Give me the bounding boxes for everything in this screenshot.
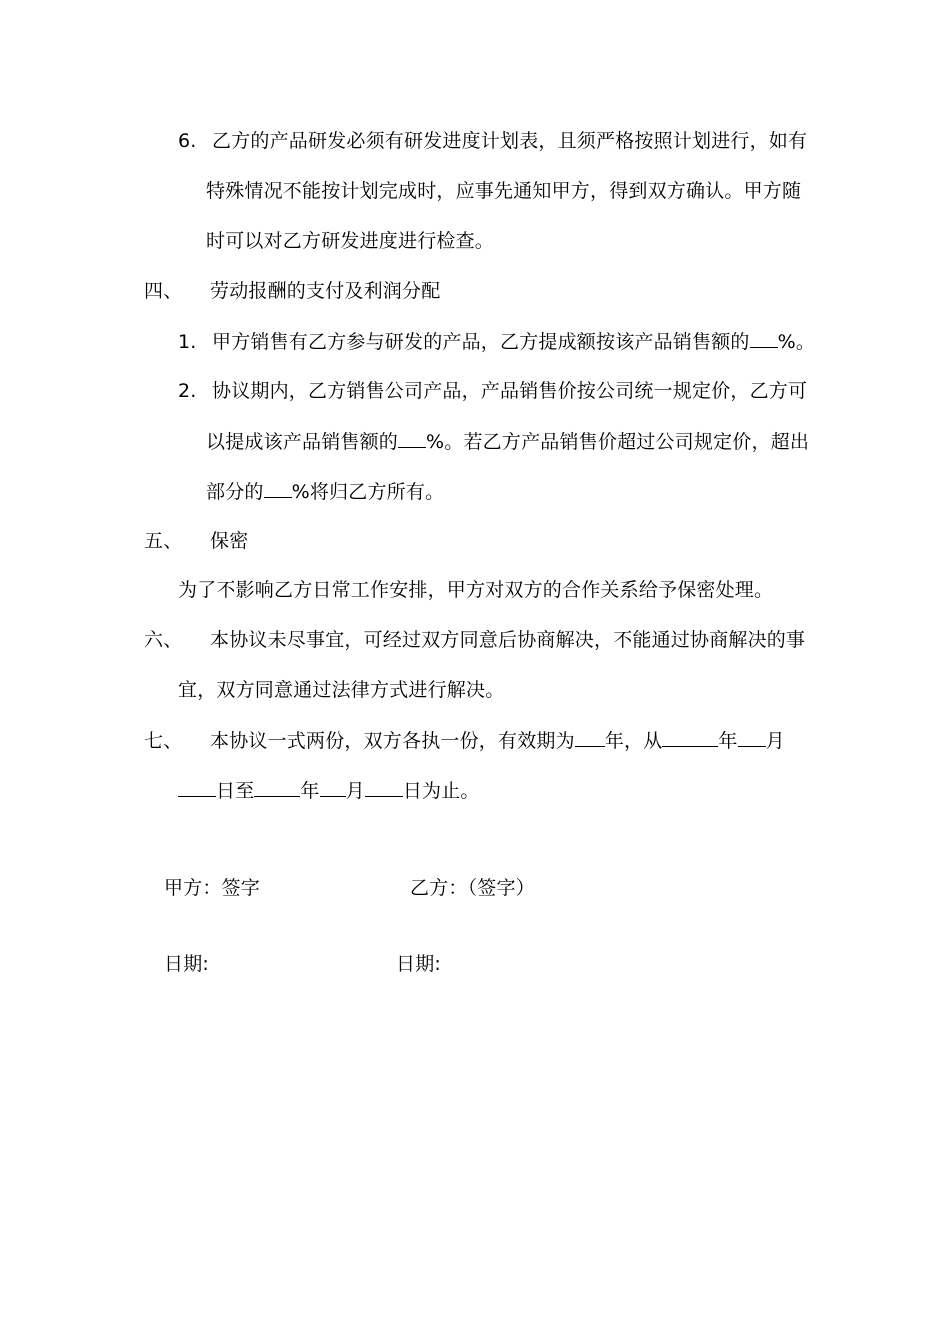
party-b-date-label: 日期: — [396, 953, 442, 975]
clause6-line2: 宜，双方同意通过法律方式进行解决。 — [178, 679, 505, 701]
clause4-item1 — [178, 329, 815, 354]
clause-text: 年 — [718, 730, 738, 752]
clause-text: 日为止。 — [402, 780, 480, 802]
item-text: %。若乙方产品销售价超过公司规定价，超出 — [426, 431, 810, 453]
clause3-item6-line1 — [178, 129, 807, 153]
start-day-blank — [178, 778, 216, 797]
party-a-signature-label: 甲方：签字 — [164, 877, 261, 899]
party-a-date-label: 日期: — [164, 953, 210, 975]
clause-number: 五、 — [144, 530, 183, 552]
item-number: 1. — [178, 331, 197, 353]
years-blank — [575, 728, 605, 747]
clause-text: 日至 — [216, 780, 255, 802]
item-text: 甲方销售有乙方参与研发的产品，乙方提成额按该产品销售额的 — [212, 331, 750, 353]
clause3-item6-line2: 特殊情况不能按计划完成时，应事先通知甲方，得到双方确认。甲方随 — [206, 180, 802, 202]
item-text: %将归乙方所有。 — [291, 481, 445, 503]
item-text: 乙方的产品研发必须有研发进度计划表，且须严格按照计划进行，如有 — [212, 130, 808, 152]
percent-blank — [750, 329, 778, 348]
clause-number: 四、 — [144, 280, 183, 302]
clause-text: 月 — [345, 780, 365, 802]
percent-blank — [398, 429, 426, 448]
clause5-heading — [144, 529, 248, 553]
clause-text: 本协议未尽事宜，可经过双方同意后协商解决，不能通过协商解决的事 — [210, 629, 806, 651]
clause-text: 月 — [765, 730, 785, 752]
item-text: 以提成该产品销售额的 — [206, 431, 399, 453]
clause-title: 劳动报酬的支付及利润分配 — [210, 280, 441, 302]
clause6-line1 — [144, 628, 805, 652]
item-number: 6. — [178, 130, 197, 152]
clause3-item6-line3: 时可以对乙方研发进度进行检查。 — [206, 230, 495, 252]
start-year-blank — [662, 728, 718, 747]
item-text-end: %。 — [777, 331, 816, 353]
clause4-heading — [144, 279, 440, 303]
start-month-blank — [738, 728, 766, 747]
item-number: 2. — [178, 380, 197, 402]
end-month-blank — [320, 778, 346, 797]
end-year-blank — [254, 778, 300, 797]
end-day-blank — [365, 778, 403, 797]
clause7-line2 — [178, 778, 480, 803]
clause-text: 年，从 — [604, 730, 663, 752]
clause-title: 保密 — [210, 530, 249, 552]
clause-text: 本协议一式两份，双方各执一份，有效期为 — [210, 730, 575, 752]
clause-number: 六、 — [144, 629, 183, 651]
clause-text: 年 — [300, 780, 320, 802]
item-text: 部分的 — [206, 481, 264, 503]
percent-blank — [264, 479, 292, 498]
clause7-line1 — [144, 728, 785, 753]
clause4-item2-line2 — [206, 429, 809, 454]
clause4-item2-line1 — [178, 379, 807, 403]
clause5-body: 为了不影响乙方日常工作安排，甲方对双方的合作关系给予保密处理。 — [178, 579, 774, 601]
party-b-signature-label: 乙方：（签字） — [410, 877, 535, 899]
item-text: 协议期内，乙方销售公司产品，产品销售价按公司统一规定价，乙方可 — [212, 380, 808, 402]
clause-number: 七、 — [144, 730, 183, 752]
clause4-item2-line3 — [206, 479, 444, 504]
